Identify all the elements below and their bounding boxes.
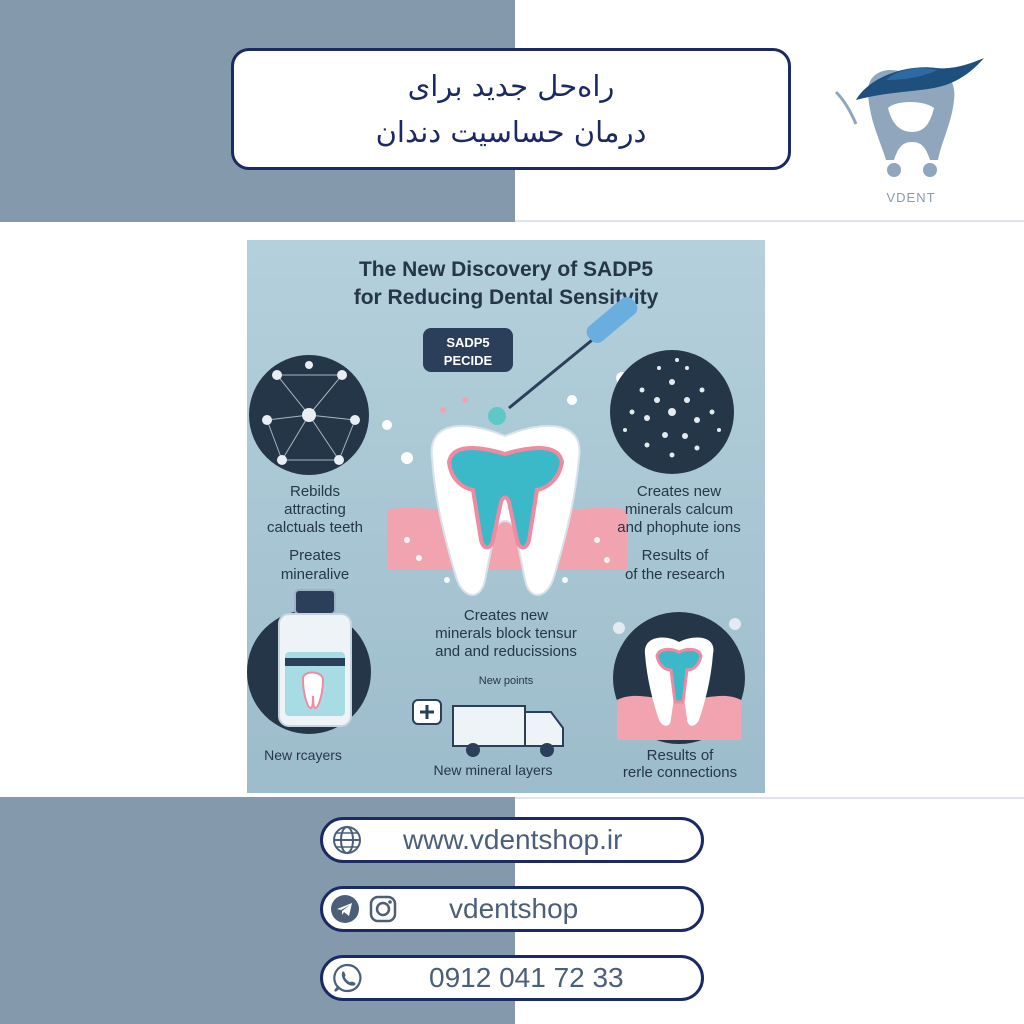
top-divider (515, 220, 1024, 222)
phone-number-text[interactable]: 0912 041 72 33 (429, 962, 624, 993)
bottom-right-line-2: rerle connections (622, 764, 738, 781)
badge-line-2: PECIDE (443, 353, 493, 368)
bottom-right-line-1: Results of (646, 747, 714, 764)
tooth-cart-logo-icon (826, 48, 996, 193)
right-top-line-1: Creates new (636, 483, 722, 500)
instagram-icon (367, 893, 399, 925)
infographic-title-line-2: for Reducing Dental Sensitvity (353, 286, 659, 309)
social-pill[interactable] (320, 886, 704, 932)
social-handle-text[interactable]: vdentshop (449, 893, 579, 924)
center-line-2: minerals block tensur (435, 625, 577, 642)
phone-pill[interactable] (320, 955, 704, 1001)
title-line-1: راه‌حل جدید برای (407, 69, 615, 103)
new-points-label: New points (478, 675, 534, 687)
bottom-divider (515, 797, 1024, 799)
right-mid-line-2: of the research (624, 566, 726, 583)
left-mid-line-1: Preates (289, 547, 341, 564)
website-pill[interactable] (320, 817, 704, 863)
left-mid-line-2: mineralive (280, 566, 350, 583)
bottom-center-label: New mineral layers (433, 762, 553, 778)
right-top-line-2: minerals calcum (624, 501, 734, 518)
title-box (231, 48, 791, 170)
mineral-particles-circle (610, 350, 734, 474)
center-line-1: Creates new (463, 607, 549, 624)
title-line-2: درمان حساسیت دندان (375, 115, 647, 149)
infographic (247, 240, 765, 793)
website-text[interactable]: www.vdentshop.ir (403, 824, 623, 855)
badge-line-1: SADP5 (446, 335, 490, 350)
infographic-title-line-1: The New Discovery of SADP5 (358, 258, 654, 281)
plus-icon (413, 700, 441, 724)
tooth-result-circle (613, 612, 745, 744)
vdent-logo (826, 48, 996, 213)
right-mid-line-1: Results of (641, 547, 709, 564)
logo-text: VDENT (886, 190, 936, 205)
globe-icon (331, 824, 363, 856)
left-top-line-1: Rebilds (289, 483, 341, 500)
left-top-line-2: attracting (284, 501, 346, 518)
network-circle (249, 355, 369, 475)
bottom-left-label: New rcayers (264, 747, 342, 763)
telegram-icon (329, 893, 361, 925)
whatsapp-icon (331, 962, 363, 994)
right-top-line-3: and phophute ions (617, 519, 741, 536)
left-top-line-3: calctuals teeth (267, 519, 363, 536)
center-line-3: and and reducissions (435, 643, 577, 660)
